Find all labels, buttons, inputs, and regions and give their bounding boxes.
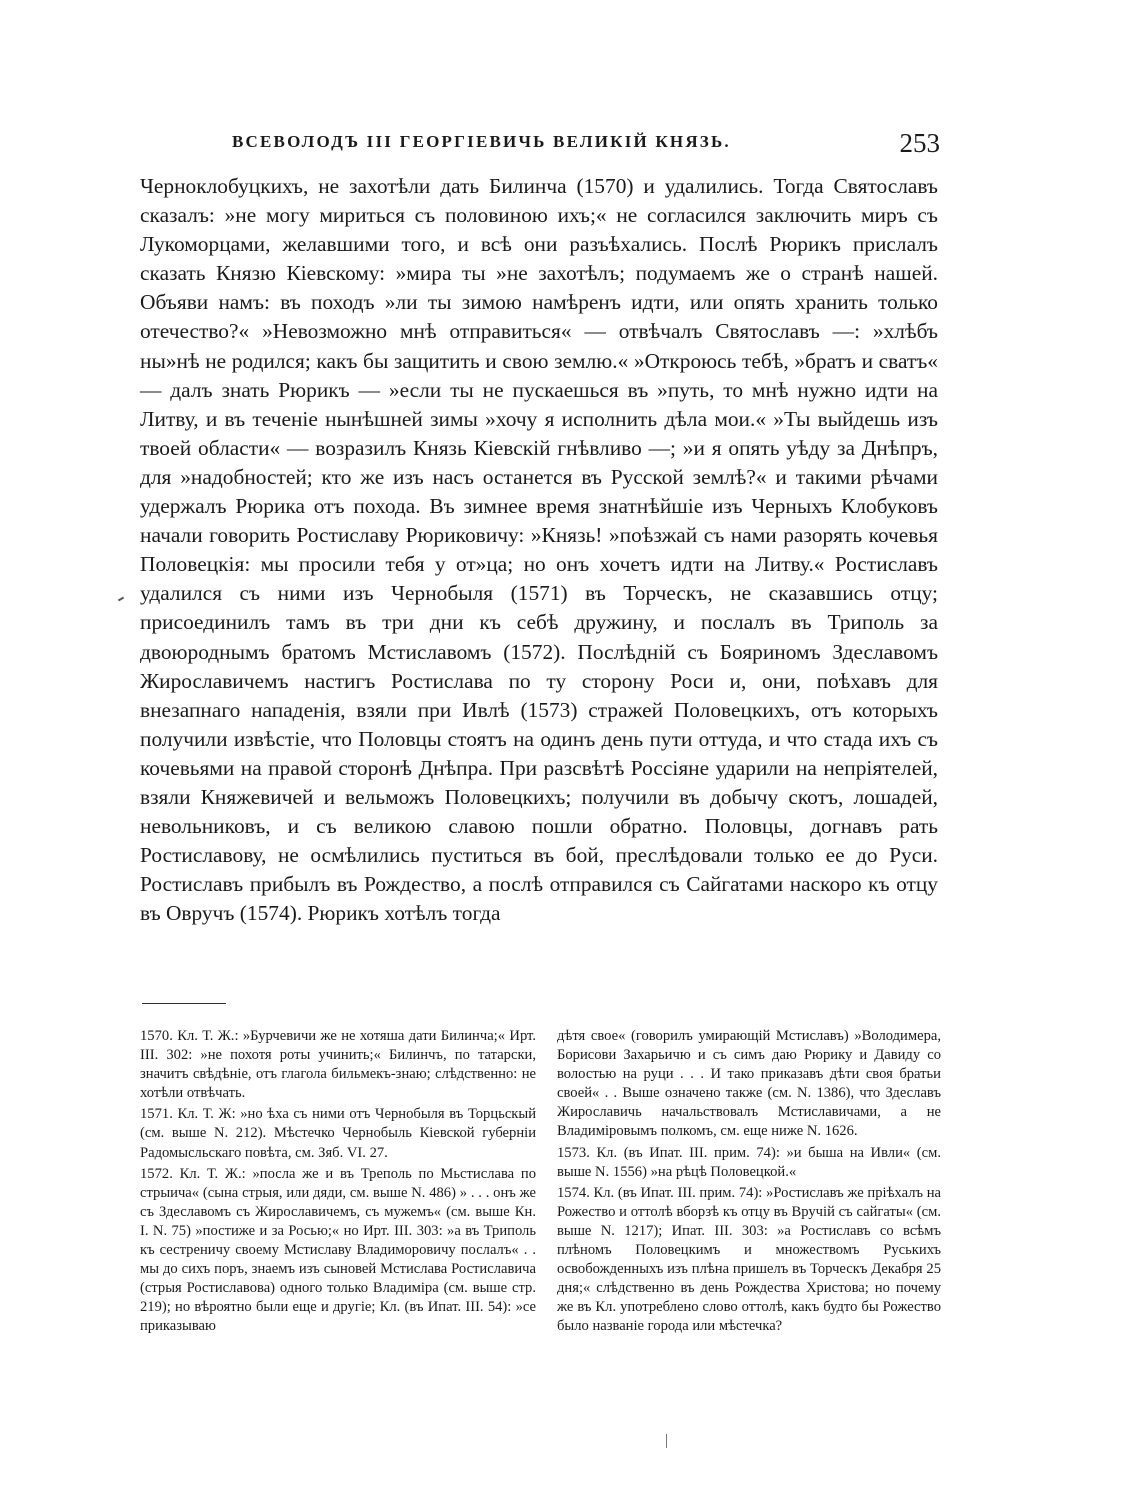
footnote-1572-continued bbox=[557, 1027, 941, 1142]
footnote-1573 bbox=[557, 1144, 941, 1182]
footnote-number: 1573. bbox=[557, 1144, 590, 1161]
footnote-number: 1570. bbox=[140, 1028, 173, 1044]
footnote-text: Кл. Т. Ж: »но ѣха съ ними отъ Чернобыля въ Торцьскый (см. выше N. 212). Мѣстечко Чернобыль Кіевской губерніи Радомысльскаго повѣта, см. Зяб. VI. 27. bbox=[140, 1106, 537, 1161]
page-header bbox=[140, 128, 940, 168]
bottom-mark bbox=[666, 1434, 667, 1448]
footnote-text: Кл. Т. Ж.: »посла же и въ Треполь по Мьстислава по стрыича« (сына стрыя, или дяди, см. выше N. 486) » . . . онъ же съ Здеславомъ съ Жирославичемъ, съ мужемъ« (см. выше Кн. I. N. 75) »постиже и за Росью;« но Ирт. III. 303: »а въ Триполь къ сестреничу своему Мстиславу Владиморовичу послалъ« . . мы до сихъ поръ, знаемъ изъ сыновей Мстислава Ростиславича (стрыя Ростиславова) одного только Владиміра (см. выше стр. 219); но вѣроятно были еще и другіе; Кл. (въ Ипат. III. 54): »се приказываю bbox=[140, 1165, 536, 1335]
footnote-number: 1571. bbox=[140, 1106, 173, 1123]
footnote-rule bbox=[142, 1003, 226, 1004]
footnote-1571 bbox=[140, 1105, 536, 1162]
page-number: 253 bbox=[899, 128, 940, 158]
footnote-number: 1572. bbox=[140, 1165, 173, 1182]
footnote-text: Кл. (въ Ипат. III. прим. 74): »и быша на Ивли« (см. выше N. 1556) »на рѣцѣ Половецкой.« bbox=[557, 1144, 941, 1180]
main-paragraph: Черноклобуцкихъ, не захотѣли дать Билинча (1570) и удалились. Тогда Святославъ сказалъ: »не могу мириться съ половиною ихъ;« не согласился заключить миръ съ Лукоморцами, желавшими того, и всѣ они разъѣхались. Послѣ Рюрикъ прислалъ сказать Князю Кіевскому: »мира ты »не захотѣлъ; подумаемъ же о странѣ нашей. Объяви намъ: въ походъ »ли ты зимою намѣренъ идти, или опять хранить только отечество?« »Невозможно мнѣ отправиться« — отвѣчалъ Святославъ —: »хлѣбъ ны»нѣ не родился; какъ бы защитить и свою землю.« »Откроюсь тебѣ, »братъ и сватъ« — далъ знать Рюрикъ — »если ты не пускаешься въ »путь, то мнѣ нужно идти на Литву, и въ теченіе нынѣшней зимы »хочу я исполнить дѣла мои.« »Ты выйдешь изъ твоей области« — возразилъ Князь Кіевскій гнѣвливо —; »и я опять уѣду за Днѣпръ, для »надобностей; кто же изъ насъ останется въ Русской землѣ?« и такими рѣчами удержалъ Рюрика отъ похода. Въ зимнее время знатнѣйшіе изъ Черныхъ Клобуковъ начали говорить Ростиславу Рюриковичу: »Князь! »поѣзжай съ нами разорять кочевья Половецкія: мы просили тебя у от»ца; но онъ хочетъ идти на Литву.« Ростиславъ удалился съ ними изъ Чернобыля (1571) въ Торческъ, не сказавшись отцу; присоединилъ тамъ въ три дни къ себѣ дружину, и послалъ въ Триполь за двоюроднымъ братомъ Мстиславомъ (1572). Послѣдній съ Бояриномъ Здеславомъ Жирославичемъ настигъ Ростислава по ту сторону Роси и, они, поѣхавъ для внезапнаго нападенія, взяли при Ивлѣ (1573) стражей Половецкихъ, отъ которыхъ получили извѣстіе, что Половцы стоятъ на одинъ день пути оттуда, и что стада ихъ съ кочевьями на правой сторонѣ Днѣпра. При разсвѣтѣ Россіяне ударили на непріятелей, взяли Княжевичей и вельможъ Половецкихъ; получили въ добычу скотъ, лошадей, невольниковъ, и съ великою славою пошли обратно. Половцы, догнавъ рать Ростиславову, не осмѣлились пуститься въ бой, преслѣдовали только ее до Руси. Ростиславъ прибылъ въ Рождество, а послѣ отправился съ Сайгатами наскоро къ отцу въ Овручъ (1574). Рюрикъ хотѣлъ тогда bbox=[140, 174, 938, 926]
footnote-1570 bbox=[140, 1027, 536, 1103]
footnotes-right-column bbox=[557, 1027, 941, 1339]
running-title: ВСЕВОЛОДЪ III ГЕОРГІЕВИЧЬ ВЕЛИКІЙ КНЯЗЬ. bbox=[232, 132, 731, 151]
margin-mark bbox=[118, 597, 124, 602]
footnotes-left-column bbox=[140, 1027, 536, 1339]
footnote-1572 bbox=[140, 1165, 536, 1337]
footnote-1574 bbox=[557, 1184, 941, 1337]
main-text-block bbox=[140, 172, 938, 928]
footnote-text: дѣтя свое« (говорилъ умирающій Мстиславъ) »Володимера, Борисови Захарьичю и съ симъ даю Рюрику и Давиду со волостью на руци . . . И тако приказавъ дѣти своя братьи своей« . . Выше означено также (см. N. 1386), что Здеславъ Жирославичь начальствовалъ Мстиславичами, а не Владиміровымъ полкомъ, см. еще ниже N. 1626. bbox=[557, 1028, 941, 1140]
footnote-text: Кл. (въ Ипат. III. прим. 74): »Ростиславъ же пріѣхалъ на Рожество и оттолѣ вборзѣ къ отцу въ Вручій съ сайгаты« (см. выше N. 1217); Ипат. III. 303: »а Ростиславъ со всѣмъ плѣномъ Половецкимъ и множествомъ Руськихъ освобожденныхъ изъ плѣна пришелъ въ Торческъ Декабря 25 дня;« слѣдственно въ день Рождества Христова; но почему же въ Кл. употреблено слово оттолѣ, какъ будто бы Рожество было названіе города или мѣстечка? bbox=[557, 1184, 941, 1335]
footnote-text: Кл. Т. Ж.: »Бурчевичи же не хотяша дати Билинча;« Ирт. III. 302: »не похотя роты учинить;« Билинчъ, по татарски, значитъ свѣдѣніе, отъ глагола бильмекъ-знаю; слѣдственно: не хотѣли отвѣчать. bbox=[140, 1028, 536, 1102]
footnote-number: 1574. bbox=[557, 1184, 590, 1201]
